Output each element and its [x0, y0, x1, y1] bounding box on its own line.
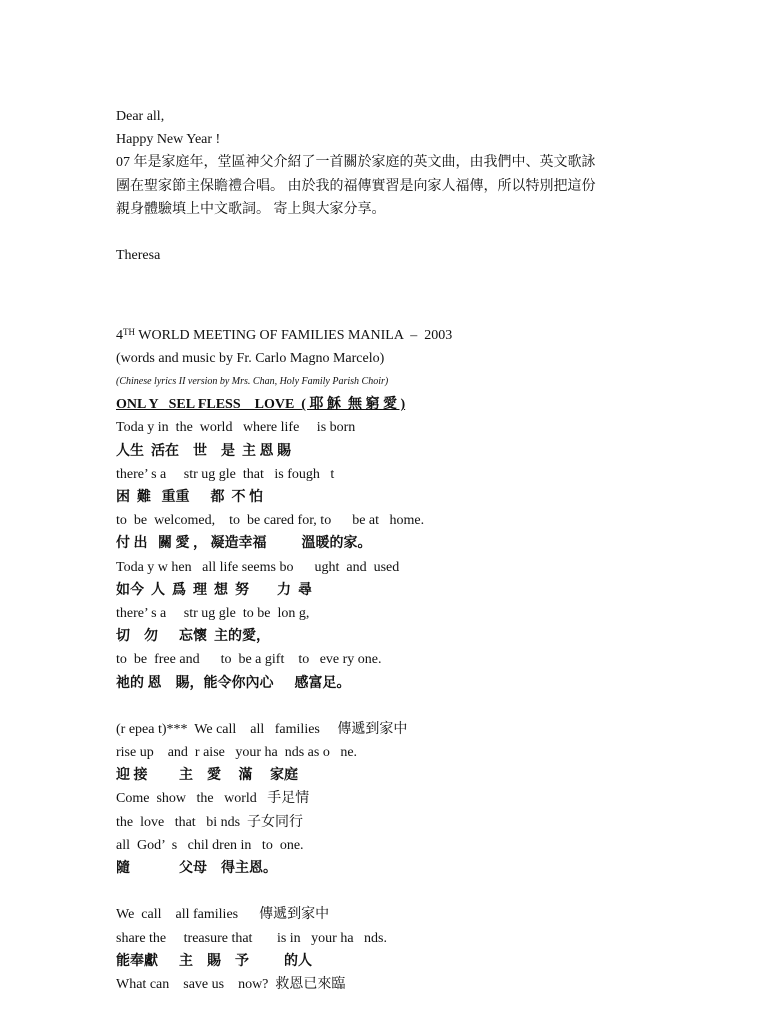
lyric-line: Toda y in the world where life is born [116, 420, 356, 436]
letter-body-line: 07 年是家庭年，堂區神父介紹了一首關於家庭的英文曲，由我們中、英文歌詠 [116, 155, 596, 171]
lyric-line: all God’ s chil dren in to one. [116, 837, 304, 853]
document-page [116, 105, 676, 996]
lyric-line: there’ s a str ug gle that is fough t [116, 466, 335, 482]
chorus-2 [116, 903, 676, 996]
song-heading [116, 324, 676, 347]
lyric-line: 如今 人 爲 理 想 努 力 尋 [116, 582, 312, 598]
lyric-line: 迎 接 主 愛 滿 家庭 [116, 768, 298, 784]
song-credit: (words and music by Fr. Carlo Magno Marcelo) [116, 350, 385, 366]
letter-body-line: 團在聖家節主保瞻禮合唱。 由於我的福傳實習是向家人福傳，所以特別把這份 [116, 178, 596, 194]
lyric-line: rise up and r aise your ha nds as o ne. [116, 745, 358, 761]
new-year-line: Happy New Year ! [116, 132, 221, 148]
lyric-line: 祂的 恩 賜，能令你內心 感富足。 [116, 675, 351, 691]
signature: Theresa [116, 248, 161, 264]
chorus-1 [116, 718, 676, 880]
lyric-line: to be free and to be a gift to eve ry one. [116, 652, 382, 668]
lyric-line: Come show the world 手足情 [116, 791, 310, 807]
greeting: Dear all, [116, 109, 165, 124]
heading-superscript: TH [123, 326, 135, 337]
lyric-line: 困 難 重重 都 不 怕 [116, 490, 263, 506]
letter-body-line: 親身體驗填上中文歌詞。 寄上與大家分享。 [116, 201, 386, 217]
lyric-line: to be welcomed, to be cared for, to be at home. [116, 513, 425, 529]
chinese-lyrics-credit: (Chinese lyrics II version by Mrs. Chan, Holy Family Parish Choir) [116, 376, 389, 388]
heading-rest: WORLD MEETING OF FAMILIES MANILA – 2003 [135, 327, 453, 343]
heading-ordinal: 4 [116, 327, 123, 343]
lyric-line: 人生 活在 世 是 主 恩 賜 [116, 443, 291, 459]
lyric-line: Toda y w hen all life seems bo ught and used [116, 559, 400, 575]
lyric-line: share the treasure that is in your ha nds. [116, 930, 387, 946]
lyric-line: 隨 父母 得主恩。 [116, 861, 277, 877]
lyric-line: What can save us now? 救恩已來臨 [116, 976, 346, 992]
lyric-line: 切 勿 忘懷 主的愛， [116, 629, 270, 645]
lyric-line: 付 出 關 愛 ， 凝造幸福 溫暖的家。 [116, 536, 372, 552]
lyric-line: there’ s a str ug gle to be lon g, [116, 605, 310, 621]
lyric-line: We call all families 傳遞到家中 [116, 907, 330, 923]
verse-1 [116, 416, 676, 694]
lyric-line: 能奉獻 主 賜 予 的人 [116, 953, 312, 969]
lyric-line: the love that bi nds 子女同行 [116, 814, 304, 830]
lyric-line: (r epea t)*** We call all families 傳遞到家中 [116, 721, 408, 737]
song-title: ONL Y SEL FLESS LOVE ( 耶 穌 無 窮 愛 ) [116, 397, 406, 413]
